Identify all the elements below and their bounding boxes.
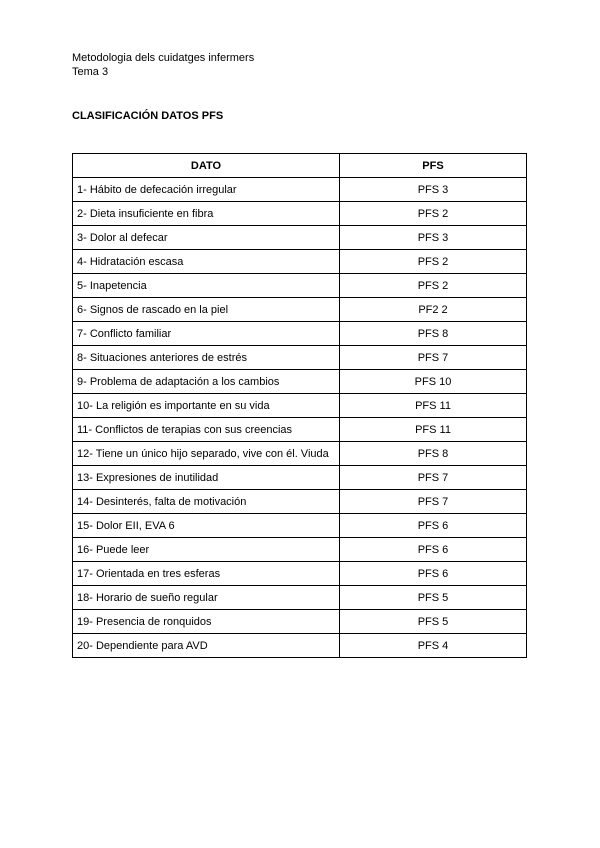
dato-cell: 8- Situaciones anteriores de estrés xyxy=(73,346,340,370)
pfs-cell: PFS 11 xyxy=(340,394,527,418)
pfs-cell: PFS 11 xyxy=(340,418,527,442)
dato-cell: 14- Desinterés, falta de motivación xyxy=(73,490,340,514)
header-pfs: PFS xyxy=(340,154,527,178)
dato-cell: 16- Puede leer xyxy=(73,538,340,562)
header-dato: DATO xyxy=(73,154,340,178)
dato-cell: 5- Inapetencia xyxy=(73,274,340,298)
dato-cell: 12- Tiene un único hijo separado, vive con él. Viuda xyxy=(73,442,340,466)
pfs-cell: PFS 6 xyxy=(340,562,527,586)
pfs-cell: PFS 7 xyxy=(340,466,527,490)
table-row xyxy=(73,202,527,226)
table-row xyxy=(73,274,527,298)
dato-cell: 1- Hábito de defecación irregular xyxy=(73,178,340,202)
dato-cell: 4- Hidratación escasa xyxy=(73,250,340,274)
table-row xyxy=(73,586,527,610)
table-body xyxy=(73,178,527,658)
table-row xyxy=(73,178,527,202)
table-row xyxy=(73,394,527,418)
table-row xyxy=(73,466,527,490)
pfs-cell: PFS 5 xyxy=(340,610,527,634)
table-row xyxy=(73,346,527,370)
dato-cell: 17- Orientada en tres esferas xyxy=(73,562,340,586)
pfs-cell: PFS 10 xyxy=(340,370,527,394)
pfs-cell: PFS 8 xyxy=(340,322,527,346)
pfs-cell: PFS 4 xyxy=(340,634,527,658)
table-row xyxy=(73,562,527,586)
table-row xyxy=(73,442,527,466)
dato-cell: 3- Dolor al defecar xyxy=(73,226,340,250)
pfs-cell: PFS 2 xyxy=(340,202,527,226)
table-row xyxy=(73,370,527,394)
table-row xyxy=(73,610,527,634)
pfs-cell: PFS 6 xyxy=(340,514,527,538)
pfs-cell: PFS 7 xyxy=(340,346,527,370)
dato-cell: 13- Expresiones de inutilidad xyxy=(73,466,340,490)
pfs-classification-table xyxy=(72,153,527,658)
table-row xyxy=(73,634,527,658)
pfs-cell: PFS 5 xyxy=(340,586,527,610)
pfs-cell: PFS 2 xyxy=(340,274,527,298)
dato-cell: 15- Dolor EII, EVA 6 xyxy=(73,514,340,538)
dato-cell: 20- Dependiente para AVD xyxy=(73,634,340,658)
pfs-cell: PFS 3 xyxy=(340,226,527,250)
dato-cell: 6- Signos de rascado en la piel xyxy=(73,298,340,322)
dato-cell: 7- Conflicto familiar xyxy=(73,322,340,346)
pfs-cell: PFS 6 xyxy=(340,538,527,562)
pfs-cell: PFS 2 xyxy=(340,250,527,274)
table-row xyxy=(73,418,527,442)
table-row xyxy=(73,538,527,562)
subject-line: Metodologia dels cuidatges infermers xyxy=(72,52,255,64)
table-header-row xyxy=(73,154,527,178)
table-row xyxy=(73,250,527,274)
pfs-cell: PFS 8 xyxy=(340,442,527,466)
pfs-cell: PFS 7 xyxy=(340,490,527,514)
table-row xyxy=(73,226,527,250)
topic-line: Tema 3 xyxy=(72,66,109,78)
table-row xyxy=(73,322,527,346)
dato-cell: 9- Problema de adaptación a los cambios xyxy=(73,370,340,394)
dato-cell: 2- Dieta insuficiente en fibra xyxy=(73,202,340,226)
document-header xyxy=(72,51,254,79)
table-row xyxy=(73,298,527,322)
table-row xyxy=(73,490,527,514)
table-row xyxy=(73,514,527,538)
dato-cell: 10- La religión es importante en su vida xyxy=(73,394,340,418)
document-title: CLASIFICACIÓN DATOS PFS xyxy=(72,110,224,122)
dato-cell: 11- Conflictos de terapias con sus creencias xyxy=(73,418,340,442)
dato-cell: 18- Horario de sueño regular xyxy=(73,586,340,610)
pfs-cell: PF2 2 xyxy=(340,298,527,322)
pfs-cell: PFS 3 xyxy=(340,178,527,202)
dato-cell: 19- Presencia de ronquidos xyxy=(73,610,340,634)
